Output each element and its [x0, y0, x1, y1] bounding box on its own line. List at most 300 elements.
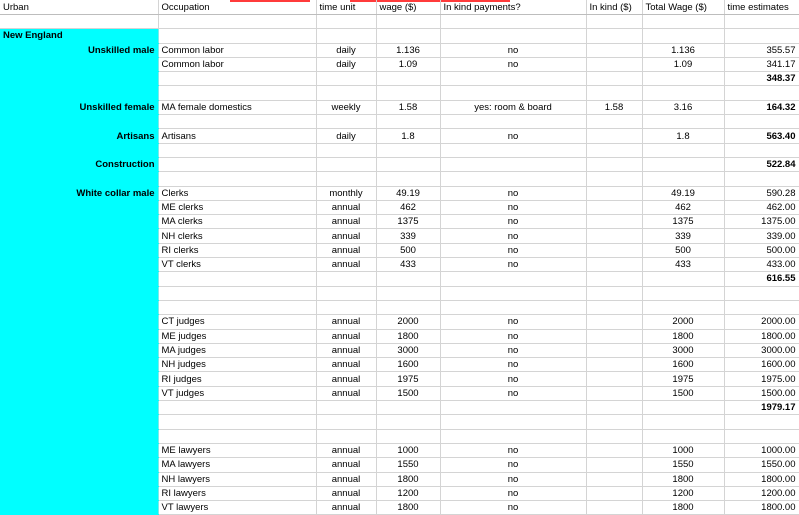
total-wage-cell[interactable]: 1500	[642, 386, 724, 400]
category-cell[interactable]: New England	[0, 29, 158, 43]
wage-cell[interactable]: 1500	[376, 386, 440, 400]
wage-cell[interactable]: 1.136	[376, 43, 440, 57]
table-row	[0, 258, 799, 272]
category-cell[interactable]	[0, 429, 158, 443]
occupation-cell[interactable]: Common labor	[158, 43, 316, 57]
total-wage-cell[interactable]: 500	[642, 243, 724, 257]
in-kind-value-cell[interactable]	[586, 472, 642, 486]
total-wage-cell[interactable]	[642, 172, 724, 186]
time-unit-cell[interactable]: annual	[316, 258, 376, 272]
category-cell[interactable]: Construction	[0, 157, 158, 171]
in-kind-payments-cell[interactable]	[440, 172, 586, 186]
category-cell[interactable]	[0, 172, 158, 186]
in-kind-payments-cell[interactable]: no	[440, 486, 586, 500]
wage-cell[interactable]: 49.19	[376, 186, 440, 200]
wage-cell[interactable]: 1200	[376, 486, 440, 500]
category-cell[interactable]	[0, 15, 158, 29]
in-kind-payments-cell[interactable]	[440, 143, 586, 157]
total-wage-cell[interactable]	[642, 86, 724, 100]
category-cell[interactable]	[0, 300, 158, 314]
total-wage-cell[interactable]	[642, 29, 724, 43]
time-unit-cell[interactable]	[316, 415, 376, 429]
time-estimate-cell[interactable]	[724, 15, 799, 29]
total-wage-cell[interactable]: 1200	[642, 486, 724, 500]
time-estimate-cell[interactable]: 355.57	[724, 43, 799, 57]
in-kind-payments-cell[interactable]: no	[440, 200, 586, 214]
time-estimate-cell[interactable]: 2000.00	[724, 315, 799, 329]
time-unit-cell[interactable]: annual	[316, 200, 376, 214]
time-unit-cell[interactable]: daily	[316, 43, 376, 57]
time-unit-cell[interactable]: annual	[316, 472, 376, 486]
wage-cell[interactable]: 433	[376, 258, 440, 272]
time-estimate-cell[interactable]: 1975.00	[724, 372, 799, 386]
in-kind-payments-cell[interactable]: no	[440, 186, 586, 200]
in-kind-payments-cell[interactable]	[440, 300, 586, 314]
header-in-kind-payments[interactable]: In kind payments?	[440, 0, 586, 15]
in-kind-payments-cell[interactable]	[440, 29, 586, 43]
in-kind-value-cell[interactable]	[586, 86, 642, 100]
wage-cell[interactable]	[376, 272, 440, 286]
in-kind-payments-cell[interactable]: no	[440, 43, 586, 57]
total-wage-cell[interactable]: 1000	[642, 443, 724, 457]
in-kind-value-cell[interactable]	[586, 501, 642, 515]
category-cell[interactable]	[0, 486, 158, 500]
in-kind-value-cell[interactable]	[586, 358, 642, 372]
category-cell[interactable]	[0, 358, 158, 372]
time-estimate-cell[interactable]: 1000.00	[724, 443, 799, 457]
category-cell[interactable]	[0, 286, 158, 300]
time-unit-cell[interactable]: annual	[316, 386, 376, 400]
time-unit-cell[interactable]: annual	[316, 358, 376, 372]
time-unit-cell[interactable]	[316, 72, 376, 86]
in-kind-value-cell[interactable]	[586, 243, 642, 257]
in-kind-value-cell[interactable]	[586, 429, 642, 443]
in-kind-payments-cell[interactable]: no	[440, 57, 586, 71]
in-kind-payments-cell[interactable]	[440, 429, 586, 443]
total-wage-cell[interactable]	[642, 415, 724, 429]
time-estimate-cell[interactable]: 616.55	[724, 272, 799, 286]
occupation-cell[interactable]: MA clerks	[158, 215, 316, 229]
occupation-cell[interactable]: ME lawyers	[158, 443, 316, 457]
time-unit-cell[interactable]: annual	[316, 215, 376, 229]
header-urban[interactable]: Urban	[0, 0, 158, 15]
time-estimate-cell[interactable]	[724, 115, 799, 129]
category-cell[interactable]	[0, 272, 158, 286]
in-kind-payments-cell[interactable]: no	[440, 329, 586, 343]
category-cell[interactable]	[0, 115, 158, 129]
wage-cell[interactable]: 1550	[376, 458, 440, 472]
time-estimate-cell[interactable]	[724, 29, 799, 43]
in-kind-value-cell[interactable]	[586, 172, 642, 186]
in-kind-value-cell[interactable]	[586, 157, 642, 171]
in-kind-value-cell[interactable]	[586, 286, 642, 300]
in-kind-payments-cell[interactable]: no	[440, 358, 586, 372]
total-wage-cell[interactable]: 1800	[642, 329, 724, 343]
in-kind-value-cell[interactable]	[586, 443, 642, 457]
in-kind-payments-cell[interactable]: no	[440, 129, 586, 143]
in-kind-payments-cell[interactable]: no	[440, 472, 586, 486]
time-estimate-cell[interactable]: 1800.00	[724, 472, 799, 486]
in-kind-payments-cell[interactable]: no	[440, 258, 586, 272]
header-time-unit[interactable]: time unit	[316, 0, 376, 15]
occupation-cell[interactable]: ME clerks	[158, 200, 316, 214]
occupation-cell[interactable]: Common labor	[158, 57, 316, 71]
in-kind-payments-cell[interactable]	[440, 115, 586, 129]
category-cell[interactable]	[0, 72, 158, 86]
time-unit-cell[interactable]	[316, 172, 376, 186]
total-wage-cell[interactable]: 1.136	[642, 43, 724, 57]
table-row	[0, 315, 799, 329]
table-row	[0, 501, 799, 515]
time-unit-cell[interactable]: annual	[316, 443, 376, 457]
time-unit-cell[interactable]: annual	[316, 343, 376, 357]
occupation-cell[interactable]: RI lawyers	[158, 486, 316, 500]
time-unit-cell[interactable]	[316, 86, 376, 100]
category-cell[interactable]	[0, 243, 158, 257]
category-cell[interactable]: Unskilled female	[0, 100, 158, 114]
in-kind-value-cell[interactable]	[586, 272, 642, 286]
occupation-cell[interactable]	[158, 157, 316, 171]
time-unit-cell[interactable]	[316, 272, 376, 286]
header-total-wage[interactable]: Total Wage ($)	[642, 0, 724, 15]
in-kind-payments-cell[interactable]	[440, 15, 586, 29]
category-cell[interactable]: Unskilled male	[0, 43, 158, 57]
table-row	[0, 86, 799, 100]
table-row	[0, 415, 799, 429]
time-estimate-cell[interactable]: 462.00	[724, 200, 799, 214]
time-estimate-cell[interactable]: 1550.00	[724, 458, 799, 472]
time-estimate-cell[interactable]: 433.00	[724, 258, 799, 272]
time-unit-cell[interactable]	[316, 143, 376, 157]
time-estimate-cell[interactable]: 1600.00	[724, 358, 799, 372]
occupation-cell[interactable]: MA lawyers	[158, 458, 316, 472]
in-kind-value-cell[interactable]	[586, 115, 642, 129]
wage-cell[interactable]: 1600	[376, 358, 440, 372]
time-estimate-cell[interactable]: 1800.00	[724, 501, 799, 515]
total-wage-cell[interactable]: 1375	[642, 215, 724, 229]
in-kind-value-cell[interactable]	[586, 315, 642, 329]
header-time-estimates[interactable]: time estimates	[724, 0, 799, 15]
category-cell[interactable]	[0, 401, 158, 415]
occupation-cell[interactable]: RI clerks	[158, 243, 316, 257]
category-cell[interactable]	[0, 57, 158, 71]
wage-cell[interactable]	[376, 415, 440, 429]
time-estimate-cell[interactable]: 3000.00	[724, 343, 799, 357]
in-kind-payments-cell[interactable]: no	[440, 443, 586, 457]
total-wage-cell[interactable]: 433	[642, 258, 724, 272]
wage-cell[interactable]	[376, 29, 440, 43]
time-estimate-cell[interactable]: 1200.00	[724, 486, 799, 500]
occupation-cell[interactable]	[158, 143, 316, 157]
time-unit-cell[interactable]: weekly	[316, 100, 376, 114]
occupation-cell[interactable]: Clerks	[158, 186, 316, 200]
time-estimate-cell[interactable]	[724, 429, 799, 443]
total-wage-cell[interactable]	[642, 401, 724, 415]
time-estimate-cell[interactable]	[724, 172, 799, 186]
in-kind-value-cell[interactable]	[586, 486, 642, 500]
table-row	[0, 401, 799, 415]
occupation-cell[interactable]	[158, 29, 316, 43]
category-cell[interactable]	[0, 458, 158, 472]
total-wage-cell[interactable]	[642, 272, 724, 286]
category-cell[interactable]	[0, 200, 158, 214]
wage-cell[interactable]	[376, 300, 440, 314]
total-wage-cell[interactable]: 1800	[642, 501, 724, 515]
wage-cell[interactable]	[376, 157, 440, 171]
in-kind-payments-cell[interactable]	[440, 157, 586, 171]
time-estimate-cell[interactable]	[724, 286, 799, 300]
total-wage-cell[interactable]	[642, 157, 724, 171]
occupation-cell[interactable]	[158, 115, 316, 129]
in-kind-payments-cell[interactable]	[440, 86, 586, 100]
in-kind-payments-cell[interactable]: yes: room & board	[440, 100, 586, 114]
category-cell[interactable]	[0, 501, 158, 515]
time-unit-cell[interactable]	[316, 15, 376, 29]
in-kind-payments-cell[interactable]: no	[440, 229, 586, 243]
wage-cell[interactable]: 500	[376, 243, 440, 257]
total-wage-cell[interactable]	[642, 72, 724, 86]
in-kind-payments-cell[interactable]	[440, 72, 586, 86]
in-kind-value-cell[interactable]	[586, 57, 642, 71]
occupation-cell[interactable]: RI judges	[158, 372, 316, 386]
occupation-cell[interactable]	[158, 401, 316, 415]
wage-cell[interactable]	[376, 286, 440, 300]
occupation-cell[interactable]: NH judges	[158, 358, 316, 372]
in-kind-value-cell[interactable]: 1.58	[586, 100, 642, 114]
wage-cell[interactable]	[376, 429, 440, 443]
in-kind-value-cell[interactable]	[586, 329, 642, 343]
in-kind-value-cell[interactable]	[586, 401, 642, 415]
in-kind-value-cell[interactable]	[586, 43, 642, 57]
total-wage-cell[interactable]: 1800	[642, 472, 724, 486]
wage-cell[interactable]: 1.58	[376, 100, 440, 114]
time-estimate-cell[interactable]: 1500.00	[724, 386, 799, 400]
time-unit-cell[interactable]: annual	[316, 486, 376, 500]
category-cell[interactable]	[0, 343, 158, 357]
time-estimate-cell[interactable]: 522.84	[724, 157, 799, 171]
time-estimate-cell[interactable]: 348.37	[724, 72, 799, 86]
in-kind-value-cell[interactable]	[586, 386, 642, 400]
wage-cell[interactable]: 462	[376, 200, 440, 214]
time-estimate-cell[interactable]	[724, 86, 799, 100]
wage-cell[interactable]	[376, 172, 440, 186]
in-kind-payments-cell[interactable]: no	[440, 458, 586, 472]
time-estimate-cell[interactable]	[724, 415, 799, 429]
occupation-cell[interactable]: VT lawyers	[158, 501, 316, 515]
occupation-cell[interactable]: ME judges	[158, 329, 316, 343]
in-kind-value-cell[interactable]	[586, 186, 642, 200]
table-row	[0, 272, 799, 286]
time-unit-cell[interactable]	[316, 401, 376, 415]
wage-cell[interactable]	[376, 86, 440, 100]
occupation-cell[interactable]	[158, 172, 316, 186]
occupation-cell[interactable]	[158, 86, 316, 100]
total-wage-cell[interactable]: 1.8	[642, 129, 724, 143]
table-row	[0, 100, 799, 114]
wage-cell[interactable]	[376, 15, 440, 29]
time-estimate-cell[interactable]: 590.28	[724, 186, 799, 200]
time-unit-cell[interactable]	[316, 286, 376, 300]
in-kind-value-cell[interactable]	[586, 200, 642, 214]
occupation-cell[interactable]: VT clerks	[158, 258, 316, 272]
occupation-cell[interactable]	[158, 286, 316, 300]
in-kind-value-cell[interactable]	[586, 143, 642, 157]
occupation-cell[interactable]: MA female domestics	[158, 100, 316, 114]
total-wage-cell[interactable]: 339	[642, 229, 724, 243]
time-unit-cell[interactable]	[316, 29, 376, 43]
time-unit-cell[interactable]: annual	[316, 315, 376, 329]
in-kind-payments-cell[interactable]: no	[440, 343, 586, 357]
total-wage-cell[interactable]: 462	[642, 200, 724, 214]
total-wage-cell[interactable]: 2000	[642, 315, 724, 329]
in-kind-value-cell[interactable]	[586, 343, 642, 357]
in-kind-value-cell[interactable]	[586, 458, 642, 472]
wage-cell[interactable]: 1800	[376, 329, 440, 343]
in-kind-value-cell[interactable]	[586, 415, 642, 429]
occupation-cell[interactable]: MA judges	[158, 343, 316, 357]
time-unit-cell[interactable]: annual	[316, 229, 376, 243]
in-kind-payments-cell[interactable]: no	[440, 372, 586, 386]
table-row	[0, 343, 799, 357]
category-cell[interactable]	[0, 472, 158, 486]
time-unit-cell[interactable]: daily	[316, 57, 376, 71]
header-in-kind-value[interactable]: In kind ($)	[586, 0, 642, 15]
occupation-cell[interactable]: Artisans	[158, 129, 316, 143]
occupation-cell[interactable]	[158, 72, 316, 86]
wage-cell[interactable]	[376, 143, 440, 157]
in-kind-payments-cell[interactable]: no	[440, 215, 586, 229]
in-kind-value-cell[interactable]	[586, 72, 642, 86]
occupation-cell[interactable]: CT judges	[158, 315, 316, 329]
time-estimate-cell[interactable]: 1979.17	[724, 401, 799, 415]
total-wage-cell[interactable]	[642, 15, 724, 29]
wage-cell[interactable]: 1800	[376, 501, 440, 515]
in-kind-payments-cell[interactable]: no	[440, 315, 586, 329]
time-unit-cell[interactable]: daily	[316, 129, 376, 143]
wage-cell[interactable]: 1.09	[376, 57, 440, 71]
table-row	[0, 157, 799, 171]
category-cell[interactable]	[0, 315, 158, 329]
total-wage-cell[interactable]: 3000	[642, 343, 724, 357]
in-kind-payments-cell[interactable]: no	[440, 243, 586, 257]
time-unit-cell[interactable]: annual	[316, 501, 376, 515]
in-kind-value-cell[interactable]	[586, 215, 642, 229]
category-cell[interactable]: Artisans	[0, 129, 158, 143]
in-kind-payments-cell[interactable]	[440, 272, 586, 286]
time-estimate-cell[interactable]: 341.17	[724, 57, 799, 71]
in-kind-value-cell[interactable]	[586, 129, 642, 143]
total-wage-cell[interactable]	[642, 286, 724, 300]
wage-cell[interactable]: 3000	[376, 343, 440, 357]
total-wage-cell[interactable]: 1550	[642, 458, 724, 472]
occupation-cell[interactable]	[158, 15, 316, 29]
time-unit-cell[interactable]: annual	[316, 243, 376, 257]
wage-cell[interactable]: 2000	[376, 315, 440, 329]
total-wage-cell[interactable]: 3.16	[642, 100, 724, 114]
occupation-cell[interactable]: NH lawyers	[158, 472, 316, 486]
total-wage-cell[interactable]: 1.09	[642, 57, 724, 71]
time-estimate-cell[interactable]: 1375.00	[724, 215, 799, 229]
wage-cell[interactable]: 1800	[376, 472, 440, 486]
category-cell[interactable]	[0, 215, 158, 229]
total-wage-cell[interactable]: 49.19	[642, 186, 724, 200]
in-kind-payments-cell[interactable]	[440, 286, 586, 300]
wage-cell[interactable]	[376, 72, 440, 86]
time-unit-cell[interactable]	[316, 429, 376, 443]
time-unit-cell[interactable]: annual	[316, 458, 376, 472]
header-occupation[interactable]: Occupation	[158, 0, 316, 15]
wage-cell[interactable]: 339	[376, 229, 440, 243]
occupation-cell[interactable]	[158, 272, 316, 286]
category-cell[interactable]	[0, 143, 158, 157]
time-estimate-cell[interactable]: 563.40	[724, 129, 799, 143]
wage-cell[interactable]: 1375	[376, 215, 440, 229]
occupation-cell[interactable]	[158, 300, 316, 314]
in-kind-payments-cell[interactable]	[440, 401, 586, 415]
time-unit-cell[interactable]	[316, 115, 376, 129]
wage-cell[interactable]	[376, 401, 440, 415]
category-cell[interactable]	[0, 372, 158, 386]
total-wage-cell[interactable]: 1975	[642, 372, 724, 386]
total-wage-cell[interactable]	[642, 300, 724, 314]
in-kind-value-cell[interactable]	[586, 29, 642, 43]
category-cell[interactable]	[0, 229, 158, 243]
table-row	[0, 115, 799, 129]
occupation-cell[interactable]	[158, 429, 316, 443]
time-estimate-cell[interactable]: 164.32	[724, 100, 799, 114]
total-wage-cell[interactable]: 1600	[642, 358, 724, 372]
time-unit-cell[interactable]: annual	[316, 329, 376, 343]
in-kind-value-cell[interactable]	[586, 229, 642, 243]
category-cell[interactable]	[0, 86, 158, 100]
wage-cell[interactable]: 1975	[376, 372, 440, 386]
time-estimate-cell[interactable]	[724, 143, 799, 157]
wage-cell[interactable]: 1.8	[376, 129, 440, 143]
in-kind-payments-cell[interactable]: no	[440, 386, 586, 400]
table-row	[0, 372, 799, 386]
time-estimate-cell[interactable]: 500.00	[724, 243, 799, 257]
occupation-cell[interactable]: NH clerks	[158, 229, 316, 243]
category-cell[interactable]	[0, 258, 158, 272]
header-wage[interactable]: wage ($)	[376, 0, 440, 15]
total-wage-cell[interactable]	[642, 143, 724, 157]
in-kind-value-cell[interactable]	[586, 258, 642, 272]
category-cell[interactable]: White collar male	[0, 186, 158, 200]
time-estimate-cell[interactable]: 1800.00	[724, 329, 799, 343]
in-kind-value-cell[interactable]	[586, 15, 642, 29]
in-kind-value-cell[interactable]	[586, 300, 642, 314]
wage-cell[interactable]	[376, 115, 440, 129]
total-wage-cell[interactable]	[642, 429, 724, 443]
occupation-cell[interactable]: VT judges	[158, 386, 316, 400]
time-estimate-cell[interactable]	[724, 300, 799, 314]
category-cell[interactable]	[0, 415, 158, 429]
category-cell[interactable]	[0, 329, 158, 343]
time-unit-cell[interactable]	[316, 157, 376, 171]
category-cell[interactable]	[0, 386, 158, 400]
time-unit-cell[interactable]: monthly	[316, 186, 376, 200]
in-kind-payments-cell[interactable]: no	[440, 501, 586, 515]
occupation-cell[interactable]	[158, 415, 316, 429]
wage-cell[interactable]: 1000	[376, 443, 440, 457]
time-unit-cell[interactable]	[316, 300, 376, 314]
total-wage-cell[interactable]	[642, 115, 724, 129]
time-unit-cell[interactable]: annual	[316, 372, 376, 386]
category-cell[interactable]	[0, 443, 158, 457]
in-kind-payments-cell[interactable]	[440, 415, 586, 429]
time-estimate-cell[interactable]: 339.00	[724, 229, 799, 243]
in-kind-value-cell[interactable]	[586, 372, 642, 386]
